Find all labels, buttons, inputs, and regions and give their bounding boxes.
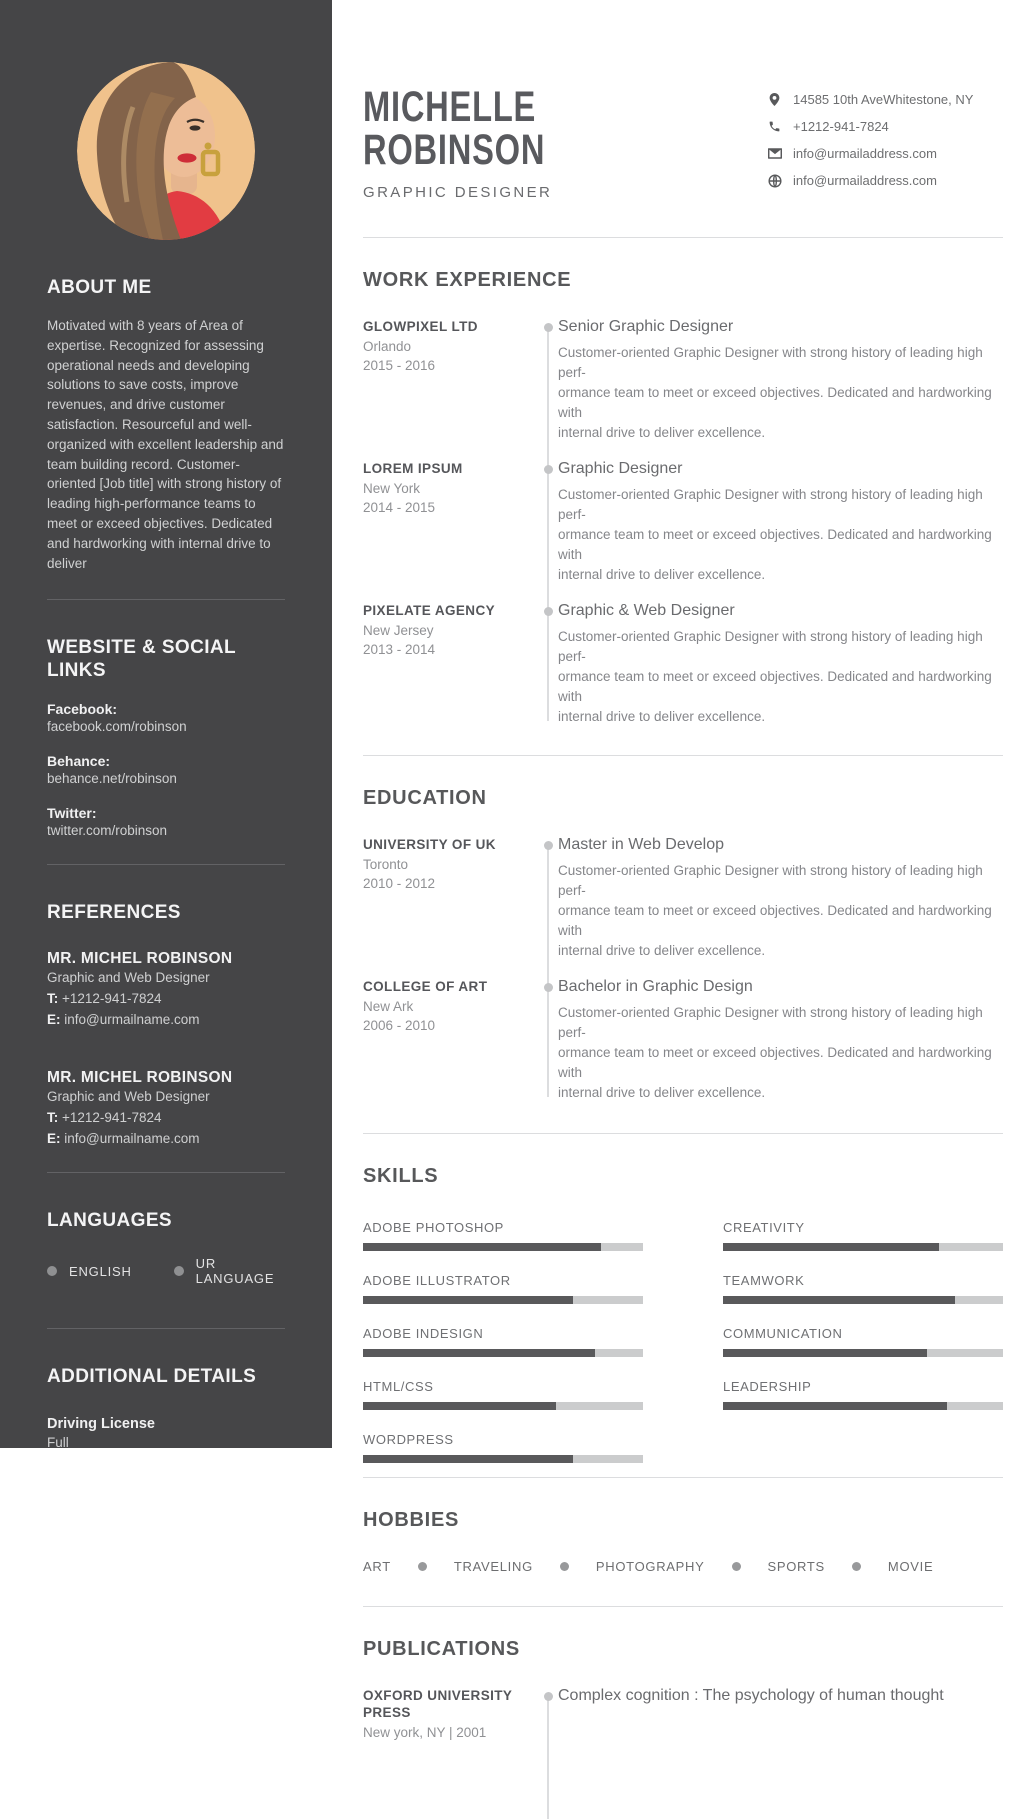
timeline-dot-icon xyxy=(544,465,553,474)
company-location: Orlando xyxy=(363,339,412,354)
company-name: LOREM IPSUM xyxy=(363,461,463,476)
section-divider xyxy=(363,1477,1003,1478)
work-entries xyxy=(363,318,1003,727)
timeline-line xyxy=(547,326,549,721)
skill-bar-fill xyxy=(723,1296,955,1304)
resume-header xyxy=(363,0,1003,201)
skill-bar xyxy=(363,1402,643,1410)
language-item: UR LANGUAGE xyxy=(174,1256,285,1286)
degree-title: Bachelor in Graphic Design xyxy=(558,978,753,995)
skills-title: SKILLS xyxy=(363,1165,439,1187)
skill-label: ADOBE ILLUSTRATOR xyxy=(363,1273,511,1288)
languages-row xyxy=(47,1256,285,1286)
facebook-url: facebook.com/robinson xyxy=(47,719,187,735)
skill-item xyxy=(723,1220,1003,1251)
hobby-item: MOVIE xyxy=(887,1559,934,1574)
social-link-behance xyxy=(47,753,285,786)
reference-role: Graphic and Web Designer xyxy=(47,970,210,986)
job-title: GRAPHIC DESIGNER xyxy=(363,184,553,201)
skill-label: WORDPRESS xyxy=(363,1432,454,1447)
skill-bar-fill xyxy=(363,1296,573,1304)
about-me-title: ABOUT ME xyxy=(47,277,152,298)
education-entry xyxy=(363,836,1003,961)
skill-bar-fill xyxy=(363,1455,573,1463)
school-location: Toronto xyxy=(363,857,409,872)
reference-item xyxy=(47,1069,285,1146)
school-name: COLLEGE OF ART xyxy=(363,979,488,994)
position-title: Senior Graphic Designer xyxy=(558,318,734,335)
language-item: ENGLISH xyxy=(47,1256,132,1286)
skill-label: ADOBE PHOTOSHOP xyxy=(363,1220,504,1235)
company-name: PIXELATE AGENCY xyxy=(363,603,496,618)
sidebar-divider xyxy=(47,1172,285,1173)
degree-description: Customer-oriented Graphic Designer with strong history of leading high perf- ormance team to meet or exceed objectives. Dedicated and hardworking with internal drive to deliver excellence. xyxy=(558,863,992,958)
skills-grid xyxy=(363,1220,1003,1463)
additional-details-title: ADDITIONAL DETAILS xyxy=(47,1366,257,1388)
school-name: UNIVERSITY OF UK xyxy=(363,837,496,852)
hobbies-row xyxy=(363,1559,1003,1574)
work-period: 2015 - 2016 xyxy=(363,358,436,373)
social-link-twitter xyxy=(47,805,285,838)
driving-license-label: Driving License xyxy=(47,1416,155,1433)
skill-bar xyxy=(723,1243,1003,1251)
skill-item xyxy=(363,1379,643,1410)
position-title: Graphic Designer xyxy=(558,460,683,477)
bullet-icon xyxy=(732,1562,741,1571)
behance-url: behance.net/robinson xyxy=(47,771,177,787)
contact-website: info@urmailaddress.com xyxy=(767,173,1003,188)
skill-label: ADOBE INDESIGN xyxy=(363,1326,484,1341)
twitter-label: Twitter: xyxy=(47,805,97,822)
sidebar xyxy=(0,0,332,1451)
bullet-icon xyxy=(47,1266,57,1276)
reference-item xyxy=(47,950,285,1027)
hobby-item: SPORTS xyxy=(767,1559,825,1574)
reference-name: MR. MICHEL ROBINSON xyxy=(47,1069,233,1087)
education-entries xyxy=(363,836,1003,1103)
education-period: 2010 - 2012 xyxy=(363,876,436,891)
skill-bar-fill xyxy=(363,1243,601,1251)
skill-item xyxy=(723,1273,1003,1304)
skill-item xyxy=(723,1379,1003,1410)
degree-title: Master in Web Develop xyxy=(558,836,724,853)
school-location: New Ark xyxy=(363,999,414,1014)
twitter-url: twitter.com/robinson xyxy=(47,823,168,839)
hobby-item: TRAVELING xyxy=(453,1559,533,1574)
section-divider xyxy=(363,1133,1003,1134)
references-title: REFERENCES xyxy=(47,902,181,924)
hobbies-title: HOBBIES xyxy=(363,1509,460,1531)
reference-email: E: info@urmailname.com xyxy=(47,1131,200,1147)
skill-label: HTML/CSS xyxy=(363,1379,434,1394)
skill-bar xyxy=(363,1349,643,1357)
social-links-title: WEBSITE & SOCIAL LINKS xyxy=(47,637,236,682)
position-description: Customer-oriented Graphic Designer with strong history of leading high perf- ormance team to meet or exceed objectives. Dedicated and hardworking with internal drive to deliver excellence. xyxy=(558,345,992,440)
skill-bar-fill xyxy=(363,1402,556,1410)
work-entry xyxy=(363,318,1003,443)
work-entry xyxy=(363,602,1003,727)
work-experience-title: WORK EXPERIENCE xyxy=(363,269,572,291)
skill-bar xyxy=(363,1296,643,1304)
contact-phone: +1212-941-7824 xyxy=(767,119,1003,134)
email-icon xyxy=(767,146,782,161)
hobby-item: PHOTOGRAPHY xyxy=(595,1559,705,1574)
publications-title: PUBLICATIONS xyxy=(363,1638,520,1660)
about-me-text: Motivated with 8 years of Area of expertise. Recognized for assessing operational needs and developing solutions to save costs, improve revenues, and drive customer satisfaction. Resourceful and well-organized with excellent leadership and team building record. Customer-oriented [Job title] with strong history of leading high-performance teams to meet or exceed objectives. Dedicated and hardworking with internal drive to deliver xyxy=(47,318,284,571)
timeline-dot-icon xyxy=(544,1692,553,1701)
contact-address: 14585 10th AveWhitestone, NY xyxy=(767,92,1003,107)
sidebar-divider xyxy=(47,1328,285,1329)
skill-label: COMMUNICATION xyxy=(723,1326,843,1341)
section-divider xyxy=(363,237,1003,238)
skill-bar xyxy=(363,1455,643,1463)
section-divider xyxy=(363,1606,1003,1607)
publication-location: New york, NY | 2001 xyxy=(363,1725,487,1740)
facebook-label: Facebook: xyxy=(47,701,118,718)
section-divider xyxy=(363,755,1003,756)
sidebar-divider xyxy=(47,599,285,600)
profile-photo-illustration xyxy=(77,62,255,240)
hobby-item: ART xyxy=(363,1559,391,1574)
timeline-dot-icon xyxy=(544,607,553,616)
work-period: 2013 - 2014 xyxy=(363,642,436,657)
reference-phone: T: +1212-941-7824 xyxy=(47,1110,162,1126)
reference-name: MR. MICHEL ROBINSON xyxy=(47,950,233,968)
publisher-name: OXFORD UNIVERSITY PRESS xyxy=(363,1688,513,1720)
bullet-icon xyxy=(174,1266,184,1276)
timeline-dot-icon xyxy=(544,841,553,850)
contact-email: info@urmailaddress.com xyxy=(767,146,1003,161)
timeline-dot-icon xyxy=(544,983,553,992)
phone-icon xyxy=(767,119,782,134)
globe-icon xyxy=(767,173,782,188)
skill-bar xyxy=(723,1296,1003,1304)
publication-entry xyxy=(363,1687,1003,1740)
education-period: 2006 - 2010 xyxy=(363,1018,436,1033)
timeline-line xyxy=(547,1695,549,1819)
behance-label: Behance: xyxy=(47,753,111,770)
position-title: Graphic & Web Designer xyxy=(558,602,735,619)
education-entry xyxy=(363,978,1003,1103)
position-description: Customer-oriented Graphic Designer with strong history of leading high perf- ormance team to meet or exceed objectives. Dedicated and hardworking with internal drive to deliver excellence. xyxy=(558,487,992,582)
skill-item xyxy=(363,1273,643,1304)
skill-bar xyxy=(723,1402,1003,1410)
bullet-icon xyxy=(418,1562,427,1571)
publication-entries xyxy=(363,1687,1003,1819)
skill-bar-fill xyxy=(723,1402,947,1410)
avatar xyxy=(77,62,255,240)
location-icon xyxy=(767,92,782,107)
publication-title-text: Complex cognition : The psychology of human thought xyxy=(558,1687,944,1704)
skill-bar xyxy=(363,1243,643,1251)
skill-item xyxy=(363,1220,643,1251)
work-entry xyxy=(363,460,1003,585)
reference-email: E: info@urmailname.com xyxy=(47,1012,200,1028)
reference-role: Graphic and Web Designer xyxy=(47,1089,210,1105)
last-name: ROBINSON xyxy=(363,126,546,174)
skill-item xyxy=(363,1326,643,1357)
timeline-line xyxy=(547,844,549,1097)
bullet-icon xyxy=(852,1562,861,1571)
skill-bar-fill xyxy=(723,1349,927,1357)
company-name: GLOWPIXEL LTD xyxy=(363,319,478,334)
company-location: New Jersey xyxy=(363,623,434,638)
bullet-icon xyxy=(560,1562,569,1571)
education-title: EDUCATION xyxy=(363,787,487,809)
driving-license-value: Full xyxy=(47,1435,69,1451)
company-location: New York xyxy=(363,481,421,496)
skill-bar-fill xyxy=(363,1349,595,1357)
main-content xyxy=(332,0,1034,1740)
skill-bar xyxy=(723,1349,1003,1357)
first-name: MICHELLE xyxy=(363,83,537,131)
degree-description: Customer-oriented Graphic Designer with strong history of leading high perf- ormance team to meet or exceed objectives. Dedicated and hardworking with internal drive to deliver excellence. xyxy=(558,1005,992,1100)
social-link-facebook xyxy=(47,701,285,734)
skill-bar-fill xyxy=(723,1243,939,1251)
skill-label: LEADERSHIP xyxy=(723,1379,812,1394)
skill-item xyxy=(723,1326,1003,1357)
reference-phone: T: +1212-941-7824 xyxy=(47,991,162,1007)
position-description: Customer-oriented Graphic Designer with strong history of leading high perf- ormance team to meet or exceed objectives. Dedicated and hardworking with internal drive to deliver excellence. xyxy=(558,629,992,724)
timeline-dot-icon xyxy=(544,323,553,332)
sidebar-divider xyxy=(47,864,285,865)
languages-title: LANGUAGES xyxy=(47,1210,172,1232)
skill-label: TEAMWORK xyxy=(723,1273,805,1288)
skill-label: CREATIVITY xyxy=(723,1220,805,1235)
contact-block xyxy=(767,86,1003,201)
work-period: 2014 - 2015 xyxy=(363,500,436,515)
